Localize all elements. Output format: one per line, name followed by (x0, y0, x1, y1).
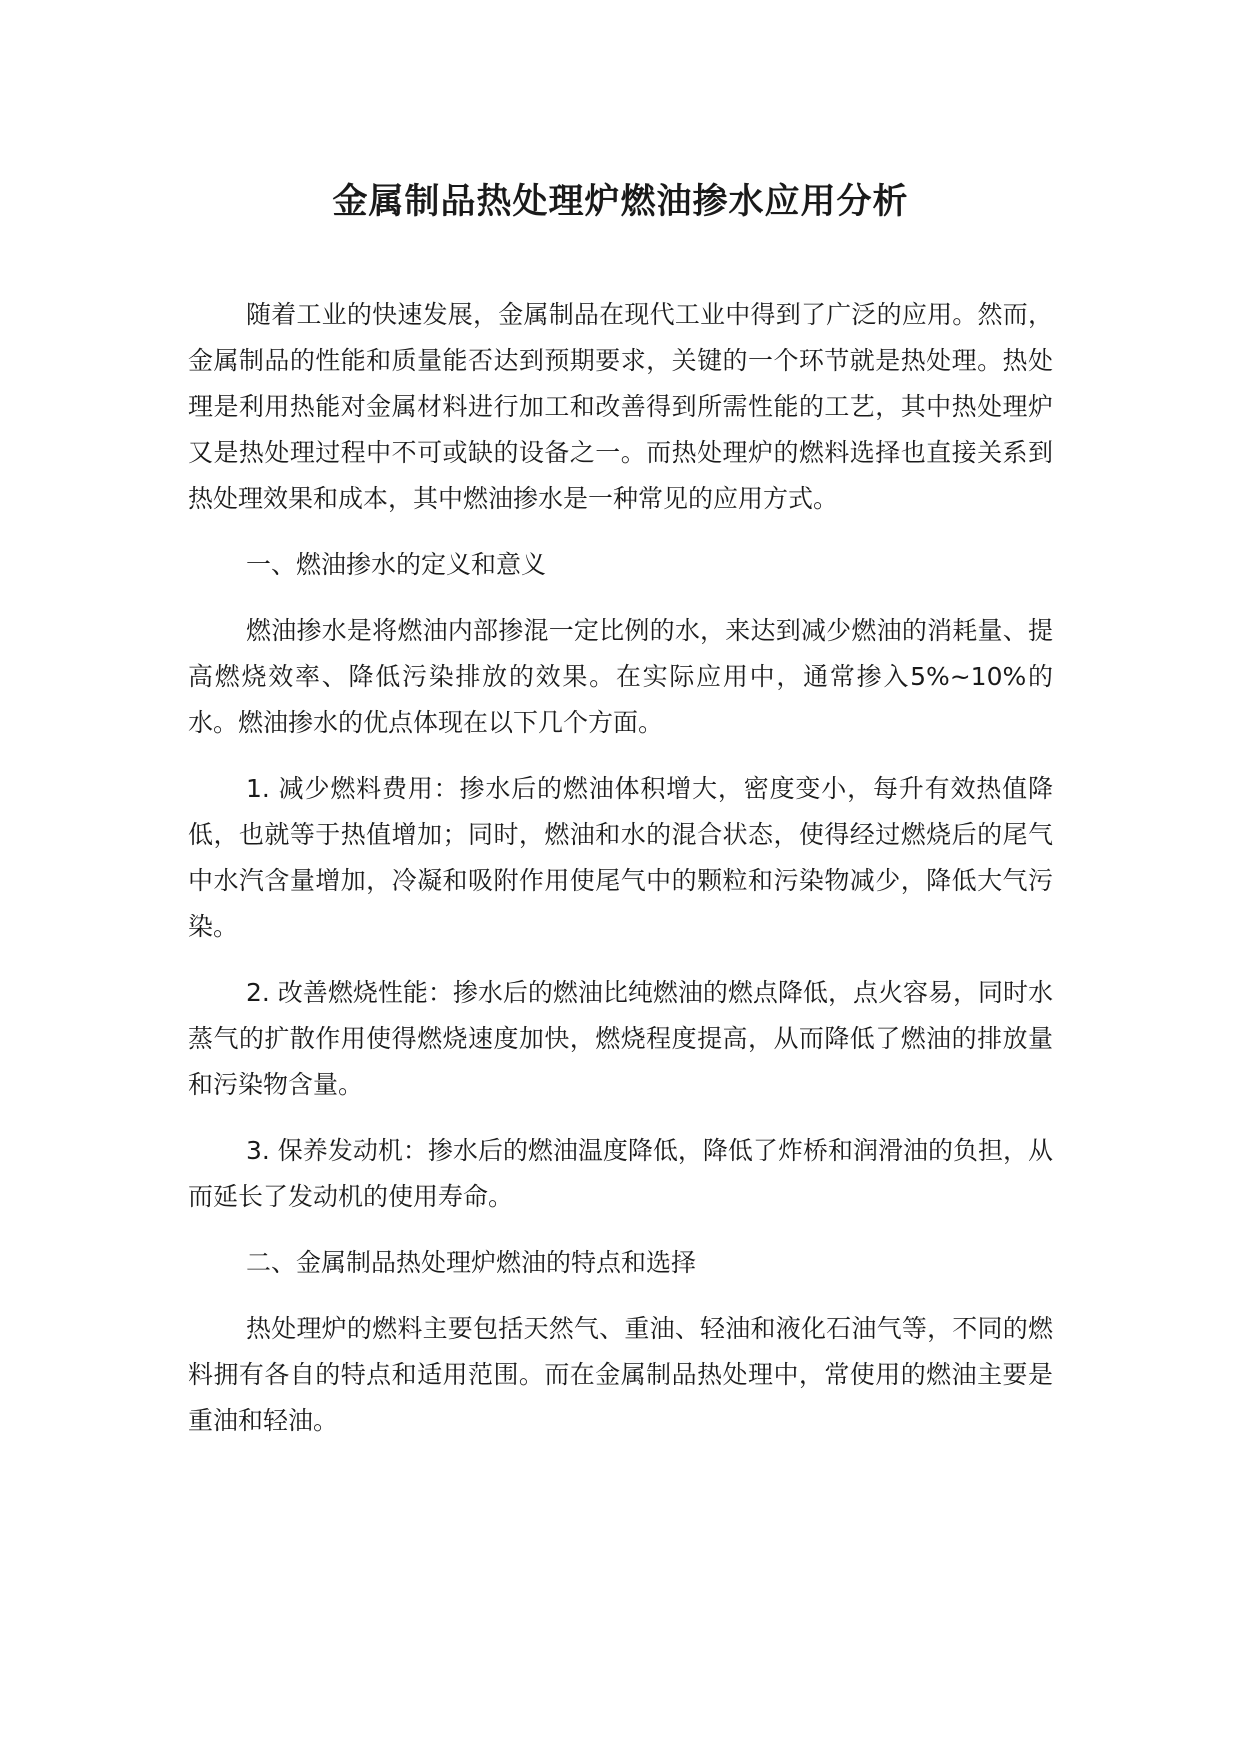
advantage-item-2: 2. 改善燃烧性能：掺水后的燃油比纯燃油的燃点降低，点火容易，同时水蒸气的扩散作用使得燃烧速度加快，燃烧程度提高，从而降低了燃油的排放量和污染物含量。 (188, 978, 1053, 1099)
document-body (188, 292, 1053, 1464)
document-title: 金属制品热处理炉燃油掺水应用分析 (332, 182, 909, 222)
definition-paragraph: 燃油掺水是将燃油内部掺混一定比例的水，来达到减少燃油的消耗量、提高燃烧效率、降低污染排放的效果。在实际应用中，通常掺入5%~10%的水。燃油掺水的优点体现在以下几个方面。 (188, 616, 1053, 737)
fuel-types-paragraph: 热处理炉的燃料主要包括天然气、重油、轻油和液化石油气等，不同的燃料拥有各自的特点和适用范围。而在金属制品热处理中，常使用的燃油主要是重油和轻油。 (188, 1314, 1053, 1435)
intro-paragraph: 随着工业的快速发展，金属制品在现代工业中得到了广泛的应用。然而，金属制品的性能和质量能否达到预期要求，关键的一个环节就是热处理。热处理是利用热能对金属材料进行加工和改善得到所需性能的工艺，其中热处理炉又是热处理过程中不可或缺的设备之一。而热处理炉的燃料选择也直接关系到热处理效果和成本，其中燃油掺水是一种常见的应用方式。 (188, 300, 1053, 513)
advantage-item-3: 3. 保养发动机：掺水后的燃油温度降低，降低了炸桥和润滑油的负担，从而延长了发动机的使用寿命。 (188, 1136, 1053, 1211)
section-heading-1: 一、燃油掺水的定义和意义 (246, 550, 547, 579)
section-heading-2: 二、金属制品热处理炉燃油的特点和选择 (246, 1248, 697, 1277)
advantage-item-1: 1. 减少燃料费用：掺水后的燃油体积增大，密度变小，每升有效热值降低，也就等于热值增加；同时，燃油和水的混合状态，使得经过燃烧后的尾气中水汽含量增加，冷凝和吸附作用使尾气中的颗粒和污染物减少，降低大气污染。 (188, 774, 1053, 941)
